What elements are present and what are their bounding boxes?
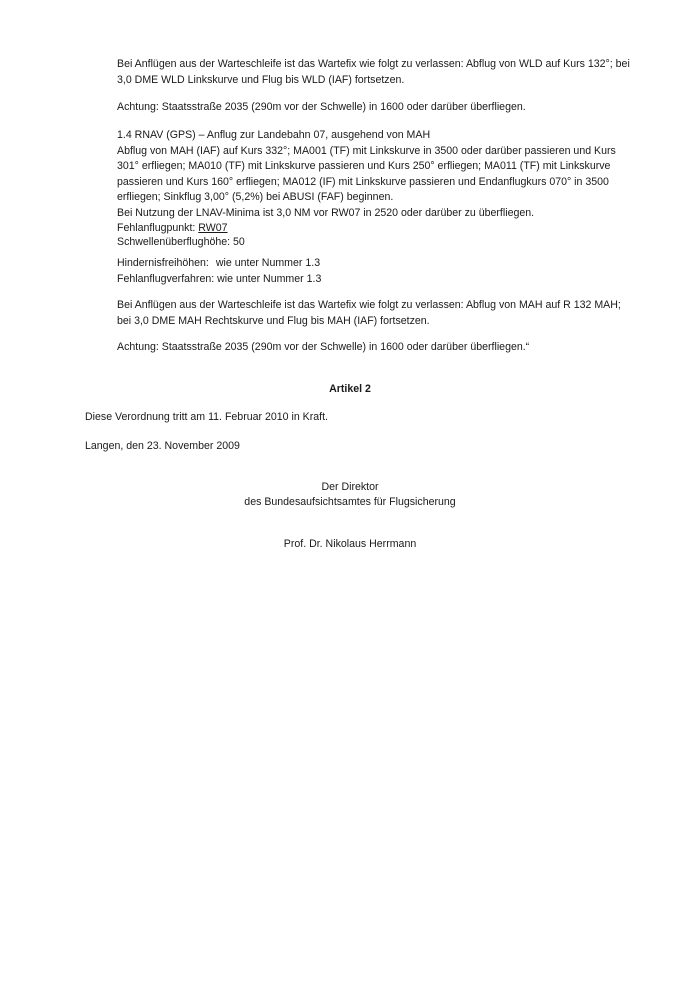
obstacle-clearance-line (117, 256, 637, 272)
missed-procedure-label: Fehlanflugverfahren: (117, 272, 215, 285)
caution-paragraph-1 (117, 100, 637, 116)
paragraph-line: 3,0 DME WLD Linkskurve und Flug bis WLD (IAF) fortsetzen. (117, 73, 405, 86)
missed-approach-value: RW07 (198, 222, 228, 234)
holding-exit-paragraph-wld (117, 57, 637, 88)
threshold-text: Schwellenüberflughöhe: 50 (117, 236, 245, 248)
paragraph-line: Abflug von MAH (IAF) auf Kurs 332°; MA001 (TF) mit Linkskurve in 3500 oder darüber passieren und Kurs (117, 144, 616, 157)
signature-title-2: des Bundesaufsichtsamtes für Flugsicherung (244, 496, 456, 508)
obstacle-label: Hindernisfreihöhen: (117, 257, 209, 269)
section-1-4-rnav (117, 128, 637, 237)
paragraph-line: passieren und Kurs 160° erfliegen; MA012 (IF) mit Linkskurve passieren und Endanflugkurs 070° in 3500 (117, 175, 609, 188)
obstacle-and-missed-procedure (117, 256, 637, 287)
threshold-crossing-height (117, 235, 637, 251)
caution-text: Achtung: Staatsstraße 2035 (290m vor der Schwelle) in 1600 oder darüber überfliegen. (117, 101, 526, 113)
caution-paragraph-2 (117, 340, 637, 356)
paragraph-line: Bei Nutzung der LNAV-Minima ist 3,0 NM vor RW07 in 2520 oder darüber zu überfliegen. (117, 206, 535, 219)
missed-procedure-value: wie unter Nummer 1.3 (217, 272, 322, 285)
effective-date-text: Diese Verordnung tritt am 11. Februar 2010 in Kraft. (85, 411, 328, 423)
missed-procedure-line (117, 272, 637, 288)
signatory-name: Prof. Dr. Nikolaus Herrmann (283, 538, 417, 550)
obstacle-value: wie unter Nummer 1.3 (215, 257, 321, 269)
paragraph-line: Bei Anflügen aus der Warteschleife ist das Wartefix wie folgt zu verlassen: Abflug von MAH auf R 132 MAH; (117, 299, 621, 311)
paragraph-line: 301° erfliegen; MA010 (TF) mit Linkskurve passieren und Kurs 250° erfliegen; MA011 (TF) mit Linkskurve (117, 160, 611, 172)
place-and-date (85, 439, 645, 455)
section-heading-1-4: 1.4 RNAV (GPS) – Anflug zur Landebahn 07, ausgehend von MAH (117, 129, 431, 141)
place-date-text: Langen, den 23. November 2009 (85, 440, 240, 452)
signature-title-1: Der Direktor (321, 481, 379, 493)
article-2-text (85, 410, 645, 426)
holding-exit-paragraph-mah (117, 298, 637, 329)
paragraph-line: Bei Anflügen aus der Warteschleife ist das Wartefix wie folgt zu verlassen: Abflug von WLD auf Kurs 132°; bei (117, 58, 630, 70)
missed-approach-label: Fehlanflugpunkt: (117, 222, 199, 234)
paragraph-line: bei 3,0 DME MAH Rechtskurve und Flug bis MAH (IAF) fortsetzen. (117, 314, 430, 327)
article-2-heading: Artikel 2 (329, 383, 371, 395)
paragraph-line: erfliegen; Sinkflug 3,00° (5,2%) bei ABUSI (FAF) beginnen. (117, 191, 394, 203)
caution-text: Achtung: Staatsstraße 2035 (290m vor der Schwelle) in 1600 oder darüber überfliegen.“ (117, 341, 530, 353)
